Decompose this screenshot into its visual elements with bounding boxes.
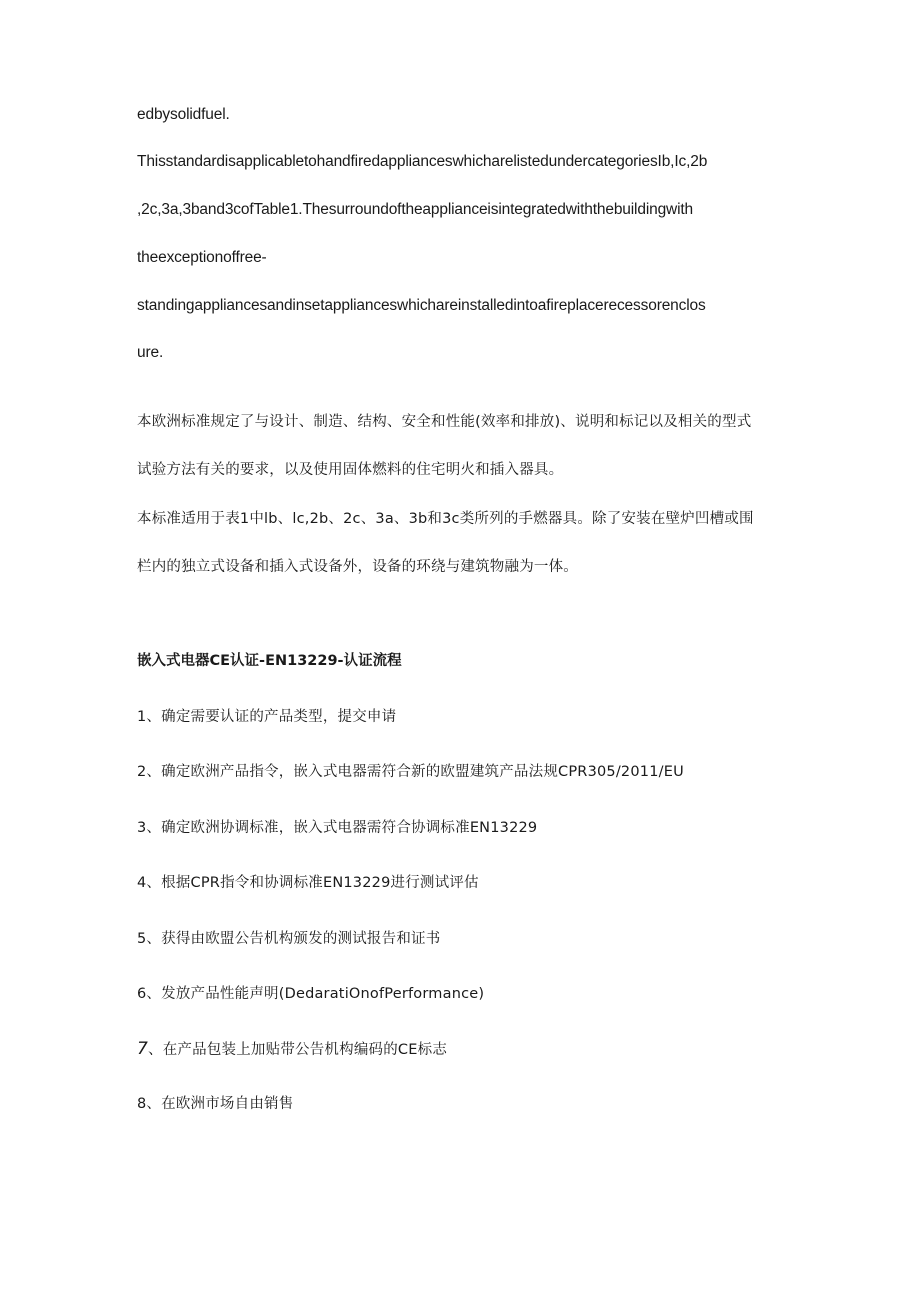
chinese-line-2: 试验方法有关的要求，以及使用固体燃料的住宅明火和插入器具。 xyxy=(137,462,564,478)
english-line-5: standingappliancesandinsetapplianceswhichareinstalledintoafireplacerecessorenclos xyxy=(137,297,706,314)
step-7 xyxy=(137,1039,447,1060)
chinese-line-1: 本欧洲标准规定了与设计、制造、结构、安全和性能(效率和排放)、说明和标记以及相关的型式 xyxy=(137,414,752,430)
step-3: 3、确定欧洲协调标准，嵌入式电器需符合协调标准EN13229 xyxy=(137,820,538,836)
english-line-1: edbysolidfuel. xyxy=(137,106,230,123)
english-line-2: ThisstandardisapplicabletohandfiredapplianceswhicharelistedundercategoriesIb,Ic,2b xyxy=(137,153,708,170)
step-1: 1、确定需要认证的产品类型，提交申请 xyxy=(137,709,397,725)
step-6: 6、发放产品性能声明(DedaratiOnofPerformance) xyxy=(137,986,485,1002)
chinese-line-3: 本标准适用于表1中lb、lc,2b、2c、3a、3b和3c类所列的手燃器具。除了安装在壁炉凹槽或围 xyxy=(137,511,754,527)
english-line-3: ,2c,3a,3band3cofTable1.Thesurroundoftheapplianceisintegratedwiththebuildingwith xyxy=(137,201,694,218)
english-line-4: theexceptionoffree- xyxy=(137,249,267,266)
step-8: 8、在欧洲市场自由销售 xyxy=(137,1096,294,1112)
step-2: 2、确定欧洲产品指令，嵌入式电器需符合新的欧盟建筑产品法规CPR305/2011/EU xyxy=(137,764,684,780)
english-line-6: ure. xyxy=(137,344,164,361)
chinese-line-4: 栏内的独立式设备和插入式设备外，设备的环绕与建筑物融为一体。 xyxy=(137,559,578,575)
section-heading: 嵌入式电器CE认证-EN13229-认证流程 xyxy=(137,653,402,669)
step-7-text: 、在产品包装上加贴带公告机构编码的CE标志 xyxy=(148,1042,448,1058)
step-7-number: 7 xyxy=(137,1039,149,1059)
step-5: 5、获得由欧盟公告机构颁发的测试报告和证书 xyxy=(137,931,441,947)
step-4: 4、根据CPR指令和协调标准EN13229进行测试评估 xyxy=(137,875,479,891)
